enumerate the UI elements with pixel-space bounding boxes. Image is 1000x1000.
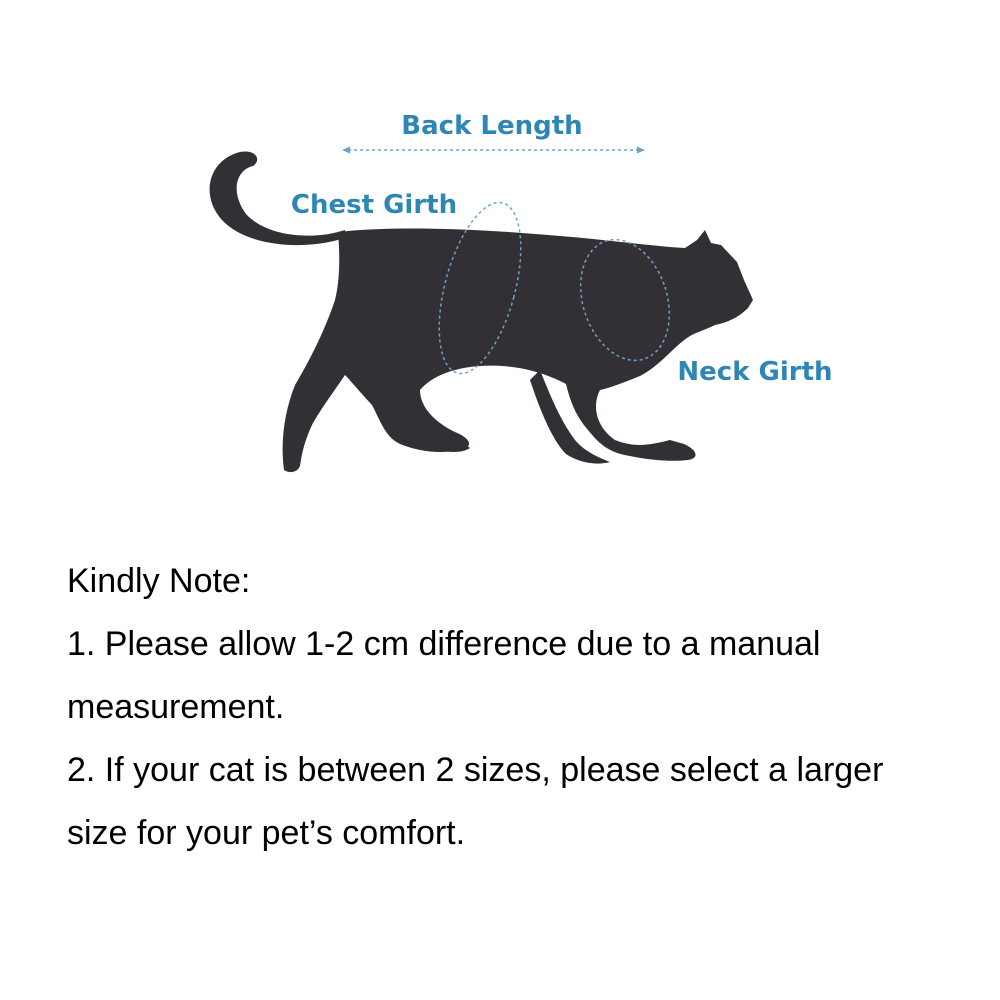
note-line-2: measurement. [67, 688, 285, 726]
neck-girth-label: Neck Girth [677, 357, 833, 387]
cat-body [283, 229, 753, 473]
back-length-arrow [342, 147, 645, 154]
note-line-4: size for your pet’s comfort. [67, 814, 466, 852]
note-heading: Kindly Note: [67, 562, 251, 600]
back-length-label: Back Length [401, 111, 583, 141]
kindly-note [67, 550, 967, 865]
chest-girth-label: Chest Girth [290, 190, 458, 220]
note-line-3: 2. If your cat is between 2 sizes, please select a larger [67, 751, 884, 789]
note-line-1: 1. Please allow 1-2 cm difference due to a manual [67, 625, 821, 663]
